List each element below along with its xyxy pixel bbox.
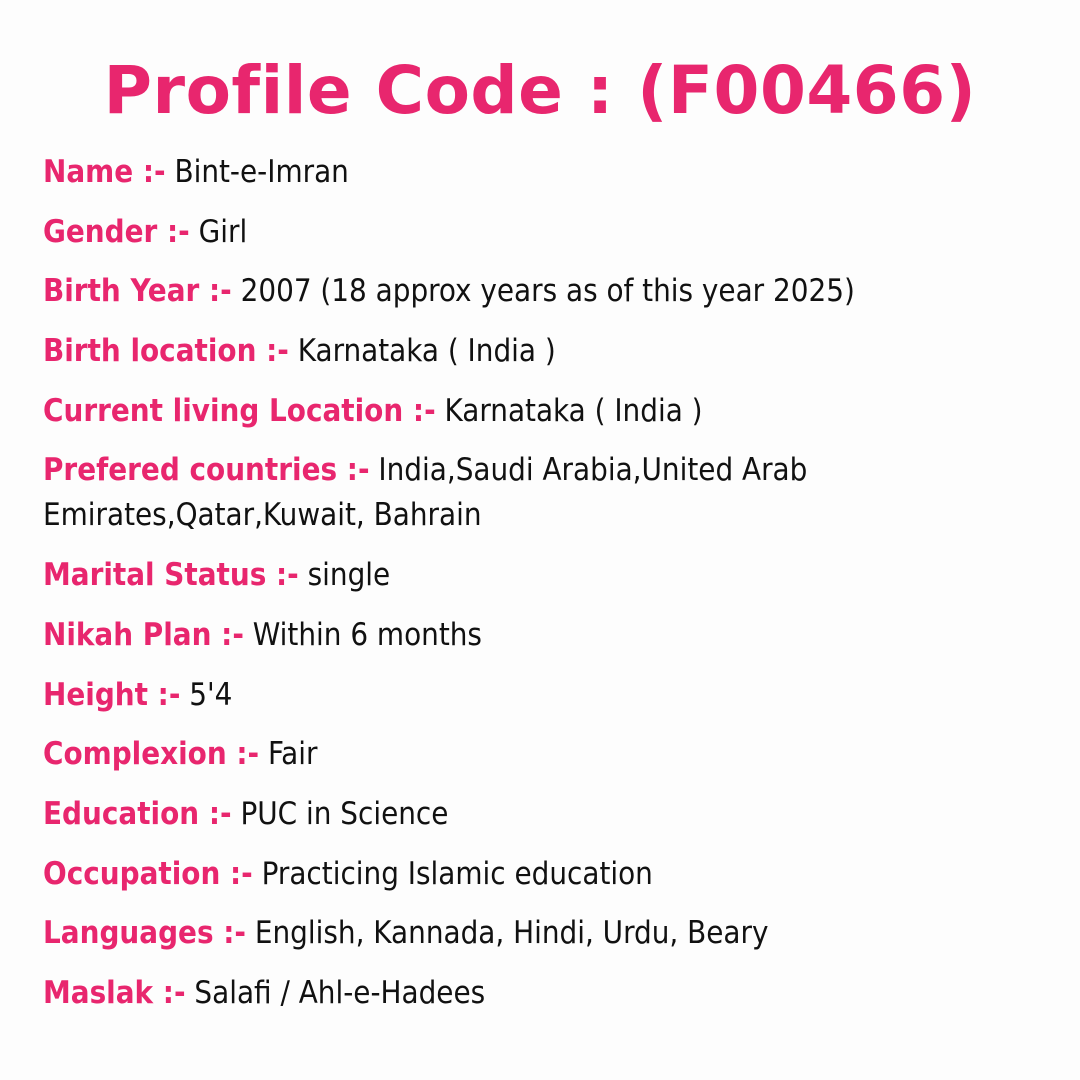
field-value: Karnataka ( India ): [444, 392, 703, 429]
field-education: [43, 792, 1043, 837]
field-label: Complexion :-: [43, 736, 260, 773]
field-label: Gender :-: [43, 213, 190, 250]
field-value: PUC in Science: [240, 795, 449, 832]
field-label: Height :-: [43, 676, 181, 713]
field-value: Practicing Islamic education: [261, 855, 653, 892]
field-value: Bint-e-Imran: [174, 154, 349, 190]
field-height: [43, 673, 1043, 718]
field-label: Occupation :-: [43, 855, 253, 892]
field-complexion: [43, 732, 1043, 777]
field-label: Birth Year :-: [43, 273, 232, 310]
field-value: Girl: [198, 213, 248, 250]
field-value: Within 6 months: [252, 616, 482, 653]
profile-fields: [43, 150, 1043, 1031]
field-preferred-countries: [43, 448, 903, 538]
field-value: English, Kannada, Hindi, Urdu, Beary: [254, 915, 769, 952]
field-marital-status: [43, 553, 1043, 598]
field-value: India,Saudi Arabia,United Arab Emirates,Qatar,Kuwait, Bahrain: [43, 452, 808, 534]
field-label: Marital Status :-: [43, 557, 299, 594]
field-value: Salafi / Ahl-e-Hadees: [194, 974, 486, 1011]
field-label: Name :-: [43, 154, 166, 190]
field-label: Languages :-: [43, 915, 247, 952]
field-birth-location: [43, 329, 1043, 374]
field-gender: [43, 210, 1043, 255]
field-label: Nikah Plan :-: [43, 616, 244, 653]
page-title: Profile Code : (F00466): [103, 52, 977, 129]
field-current-location: [43, 389, 1043, 434]
field-label: Current living Location :-: [43, 392, 436, 429]
field-value: 5'4: [189, 676, 233, 713]
field-label: Prefered countries :-: [43, 452, 370, 489]
field-birth-year: [43, 269, 1043, 314]
field-name: [43, 150, 1043, 195]
field-value: Fair: [267, 736, 318, 773]
field-value: single: [307, 557, 391, 594]
field-maslak: [43, 971, 1043, 1016]
field-label: Birth location :-: [43, 333, 289, 370]
field-value: 2007 (18 approx years as of this year 2025): [240, 273, 855, 310]
field-value: Karnataka ( India ): [297, 333, 556, 370]
field-occupation: [43, 852, 1043, 897]
field-nikah-plan: [43, 613, 1043, 658]
field-label: Maslak :-: [43, 974, 186, 1011]
field-label: Education :-: [43, 795, 232, 832]
field-languages: [43, 911, 1043, 956]
